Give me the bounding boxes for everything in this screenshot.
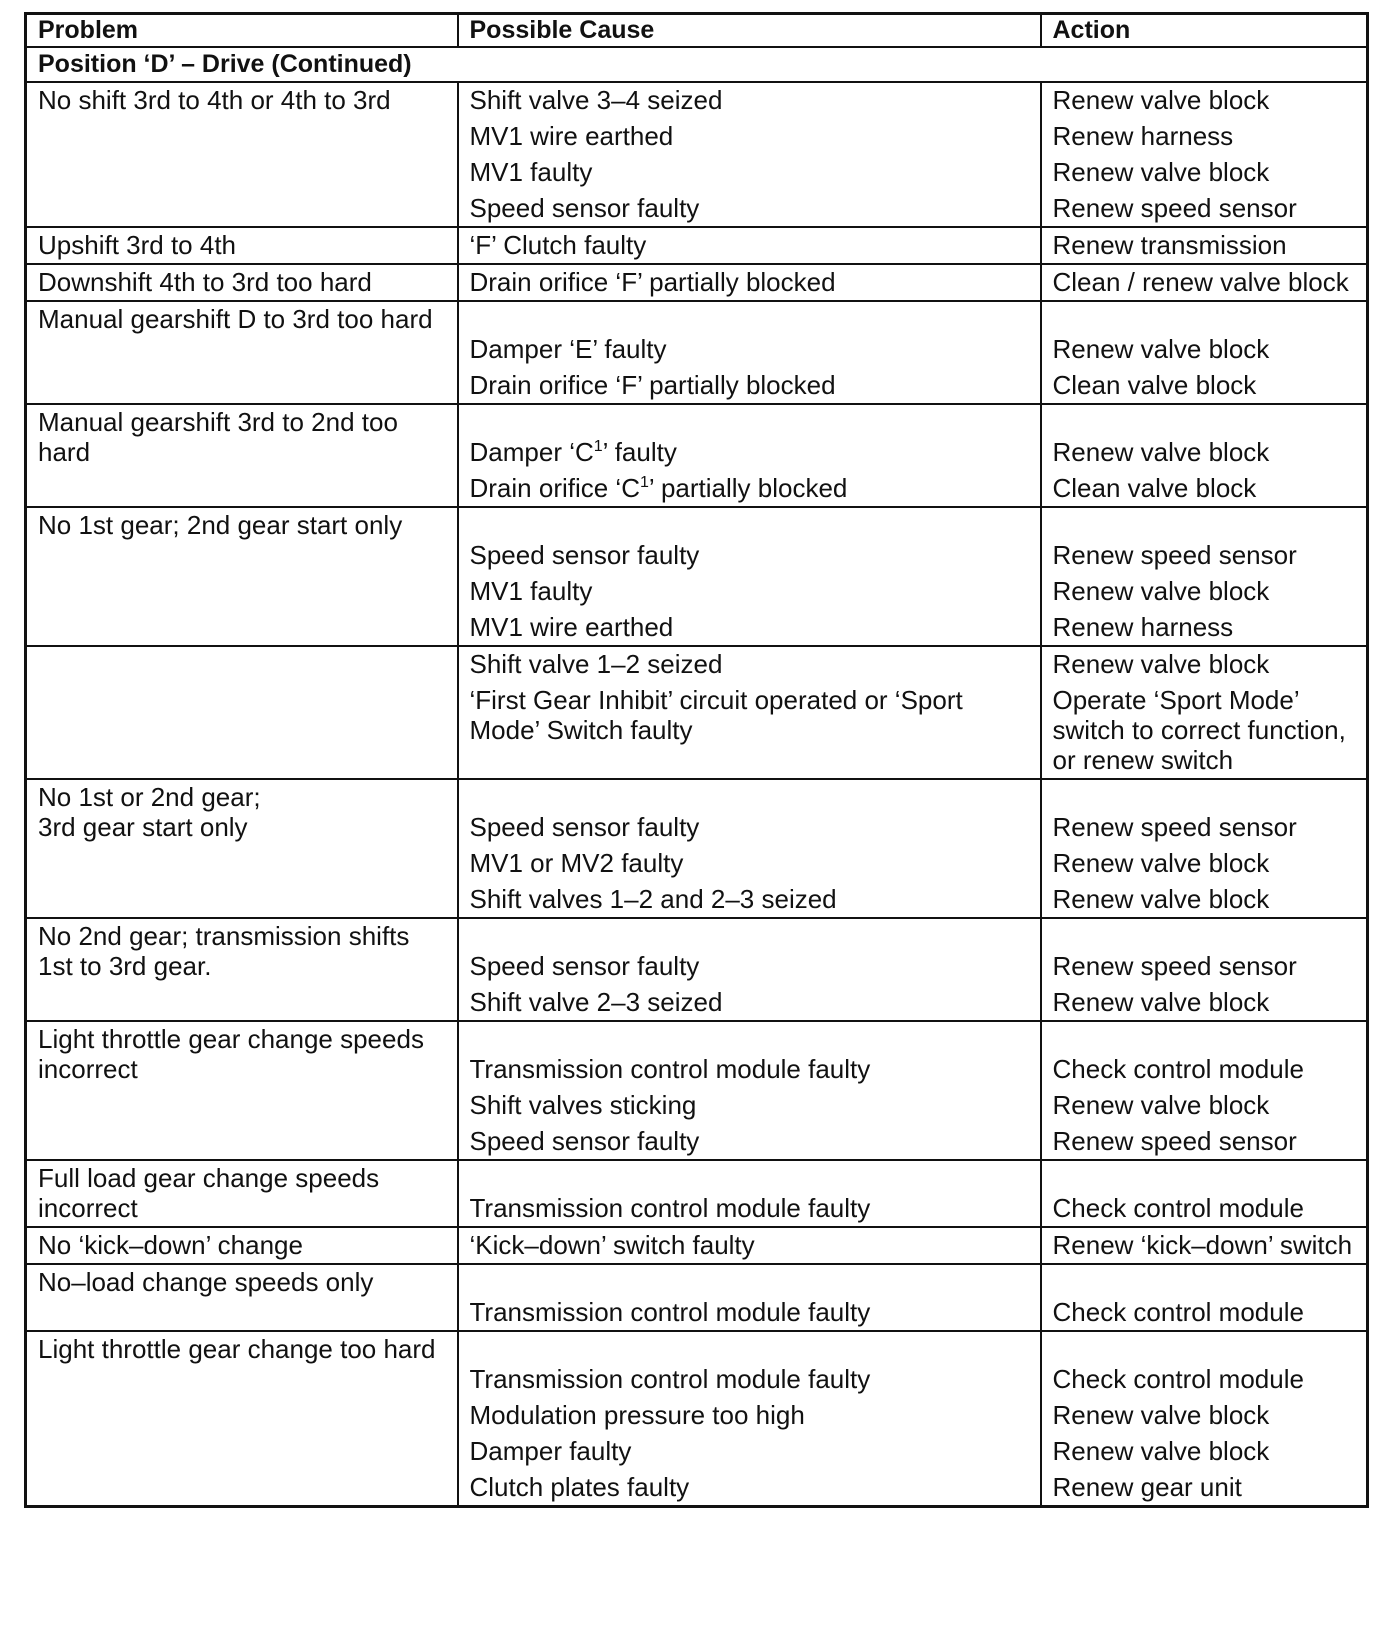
- action-text: Renew valve block: [1052, 1436, 1270, 1466]
- table-row: [26, 646, 1368, 779]
- cause-text: MV1 wire earthed: [469, 612, 674, 642]
- superscript: 1: [640, 474, 649, 491]
- cause-text: Speed sensor faulty: [469, 951, 700, 981]
- problem-cell: No 1st or 2nd gear; 3rd gear start only: [26, 779, 458, 918]
- table-row: [26, 227, 1368, 264]
- problem-cell: Light throttle gear change speeds incorrect: [26, 1021, 458, 1160]
- spacer: [470, 782, 1031, 812]
- action-cell: [1041, 1331, 1368, 1507]
- action-cell: [1041, 404, 1368, 507]
- table-row: [26, 507, 1368, 646]
- spacer: [1053, 304, 1358, 334]
- action-cell: [1041, 1160, 1368, 1227]
- spacer: [1053, 1163, 1358, 1193]
- table-row: [26, 1021, 1368, 1160]
- table-row: [26, 404, 1368, 507]
- action-text: Check control module: [1052, 1054, 1304, 1084]
- cause-text: MV1 faulty: [469, 576, 593, 606]
- spacer: [470, 921, 1031, 951]
- problem-cell: No 1st gear; 2nd gear start only: [26, 507, 458, 646]
- spacer: [470, 1267, 1031, 1297]
- spacer: [470, 1163, 1031, 1193]
- table-row: [26, 264, 1368, 301]
- possible-cause-cell: [458, 507, 1041, 646]
- cause-text: Speed sensor faulty: [469, 812, 700, 842]
- cause-text: Damper ‘$C^1$’ faulty: [469, 437, 677, 467]
- cause-text: Shift valve 3–4 seized: [469, 85, 723, 115]
- action-text: Renew valve block: [1052, 848, 1270, 878]
- problem-cell: Downshift 4th to 3rd too hard: [26, 264, 458, 301]
- cause-text: Transmission control module faulty: [469, 1297, 871, 1327]
- possible-cause-cell: [458, 82, 1041, 227]
- action-text: Clean / renew valve block: [1052, 267, 1349, 297]
- problem-cell: Full load gear change speeds incorrect: [26, 1160, 458, 1227]
- cause-text: Transmission control module faulty: [469, 1193, 871, 1223]
- action-text: Renew speed sensor: [1052, 193, 1297, 223]
- cause-text: MV1 wire earthed: [469, 121, 674, 151]
- cause-text: Speed sensor faulty: [469, 1126, 700, 1156]
- action-text: Clean valve block: [1052, 370, 1257, 400]
- action-text: Renew speed sensor: [1052, 951, 1297, 981]
- spacer: [1053, 1024, 1358, 1054]
- problem-cell: No ‘kick–down’ change: [26, 1227, 458, 1264]
- action-text: Check control module: [1052, 1193, 1304, 1223]
- possible-cause-cell: [458, 264, 1041, 301]
- action-text: Renew valve block: [1052, 1090, 1270, 1120]
- spacer: [470, 1024, 1031, 1054]
- cause-text: Speed sensor faulty: [469, 540, 700, 570]
- superscript: 1: [593, 438, 603, 455]
- spacer: [1053, 1267, 1358, 1297]
- spacer: [470, 1334, 1031, 1364]
- action-cell: [1041, 1227, 1368, 1264]
- action-cell: [1041, 82, 1368, 227]
- cause-text: Shift valves sticking: [469, 1090, 697, 1120]
- possible-cause-cell: [458, 301, 1041, 404]
- action-text: Renew valve block: [1052, 157, 1270, 187]
- table-row: [26, 1264, 1368, 1331]
- cause-text: Transmission control module faulty: [469, 1364, 871, 1394]
- problem-cell: Light throttle gear change too hard: [26, 1331, 458, 1507]
- possible-cause-cell: [458, 1227, 1041, 1264]
- cause-text: Drain orifice ‘$C^1$’ partially blocked: [469, 473, 848, 503]
- action-cell: [1041, 1264, 1368, 1331]
- action-text: Renew valve block: [1052, 437, 1270, 467]
- spacer: [470, 304, 1031, 334]
- cause-text: Damper ‘E’ faulty: [469, 334, 667, 364]
- action-text: Renew valve block: [1052, 576, 1270, 606]
- action-text: Renew speed sensor: [1052, 812, 1297, 842]
- problem-cell: Manual gearshift 3rd to 2nd too hard: [26, 404, 458, 507]
- action-cell: [1041, 918, 1368, 1021]
- cause-text: ‘Kick–down’ switch faulty: [469, 1230, 755, 1260]
- cause-text: MV1 or MV2 faulty: [469, 848, 684, 878]
- cause-text: Damper faulty: [469, 1436, 632, 1466]
- action-text: Operate ‘Sport Mode’ switch to correct function, or renew switch: [1052, 685, 1346, 775]
- table-row: [26, 82, 1368, 227]
- header-possible-cause: Possible Cause: [458, 14, 1041, 48]
- possible-cause-cell: [458, 404, 1041, 507]
- possible-cause-cell: [458, 1160, 1041, 1227]
- cause-text: Shift valve 2–3 seized: [469, 987, 723, 1017]
- problem-cell: [26, 646, 458, 779]
- action-cell: [1041, 227, 1368, 264]
- action-text: Renew speed sensor: [1052, 1126, 1297, 1156]
- cause-text: Shift valves 1–2 and 2–3 seized: [469, 884, 837, 914]
- cause-text: Shift valve 1–2 seized: [469, 649, 723, 679]
- header-action: Action: [1041, 14, 1368, 48]
- cause-text: Transmission control module faulty: [469, 1054, 871, 1084]
- action-text: Renew valve block: [1052, 884, 1270, 914]
- action-cell: [1041, 507, 1368, 646]
- cause-text: Clutch plates faulty: [469, 1472, 690, 1502]
- action-cell: [1041, 301, 1368, 404]
- table-row: [26, 301, 1368, 404]
- possible-cause-cell: [458, 227, 1041, 264]
- action-cell: [1041, 779, 1368, 918]
- spacer: [470, 407, 1031, 437]
- action-text: Renew valve block: [1052, 987, 1270, 1017]
- possible-cause-cell: [458, 1264, 1041, 1331]
- table-row: [26, 1227, 1368, 1264]
- action-text: Clean valve block: [1052, 473, 1257, 503]
- cause-text: Drain orifice ‘F’ partially blocked: [469, 370, 836, 400]
- problem-cell: No shift 3rd to 4th or 4th to 3rd: [26, 82, 458, 227]
- section-row: [26, 47, 1368, 82]
- table-row: [26, 918, 1368, 1021]
- section-title: Position ‘D’ – Drive (Continued): [26, 47, 1368, 82]
- possible-cause-cell: [458, 918, 1041, 1021]
- spacer: [470, 510, 1031, 540]
- action-text: Renew valve block: [1052, 334, 1270, 364]
- spacer: [1053, 510, 1358, 540]
- cause-text: ‘F’ Clutch faulty: [469, 230, 647, 260]
- cause-text: Modulation pressure too high: [469, 1400, 805, 1430]
- possible-cause-cell: [458, 646, 1041, 779]
- fault-diagnosis-table: [24, 12, 1369, 1508]
- action-text: Renew harness: [1052, 612, 1234, 642]
- table-row: [26, 1331, 1368, 1507]
- table-row: [26, 779, 1368, 918]
- action-text: Renew valve block: [1052, 649, 1270, 679]
- header-row: [26, 14, 1368, 48]
- table-body: [26, 47, 1368, 1507]
- header-problem: Problem: [26, 14, 458, 48]
- problem-cell: Manual gearshift D to 3rd too hard: [26, 301, 458, 404]
- action-text: Renew speed sensor: [1052, 540, 1297, 570]
- action-text: Check control module: [1052, 1297, 1304, 1327]
- action-text: Renew ‘kick–down’ switch: [1052, 1230, 1353, 1260]
- problem-cell: Upshift 3rd to 4th: [26, 227, 458, 264]
- spacer: [1053, 407, 1358, 437]
- spacer: [1053, 782, 1358, 812]
- action-cell: [1041, 646, 1368, 779]
- action-text: Check control module: [1052, 1364, 1304, 1394]
- possible-cause-cell: [458, 1331, 1041, 1507]
- action-text: Renew harness: [1052, 121, 1234, 151]
- cause-text: MV1 faulty: [469, 157, 593, 187]
- problem-cell: No 2nd gear; transmission shifts 1st to 3rd gear.: [26, 918, 458, 1021]
- document-page: [24, 12, 1366, 1508]
- spacer: [1053, 921, 1358, 951]
- cause-text: Drain orifice ‘F’ partially blocked: [469, 267, 836, 297]
- action-text: Renew transmission: [1052, 230, 1287, 260]
- action-text: Renew valve block: [1052, 85, 1270, 115]
- cause-text: ‘First Gear Inhibit’ circuit operated or ‘Sport Mode’ Switch faulty: [469, 685, 963, 745]
- cause-text: Speed sensor faulty: [469, 193, 700, 223]
- possible-cause-cell: [458, 779, 1041, 918]
- action-cell: [1041, 264, 1368, 301]
- action-cell: [1041, 1021, 1368, 1160]
- problem-cell: No–load change speeds only: [26, 1264, 458, 1331]
- action-text: Renew gear unit: [1052, 1472, 1242, 1502]
- table-row: [26, 1160, 1368, 1227]
- action-text: Renew valve block: [1052, 1400, 1270, 1430]
- spacer: [1053, 1334, 1358, 1364]
- possible-cause-cell: [458, 1021, 1041, 1160]
